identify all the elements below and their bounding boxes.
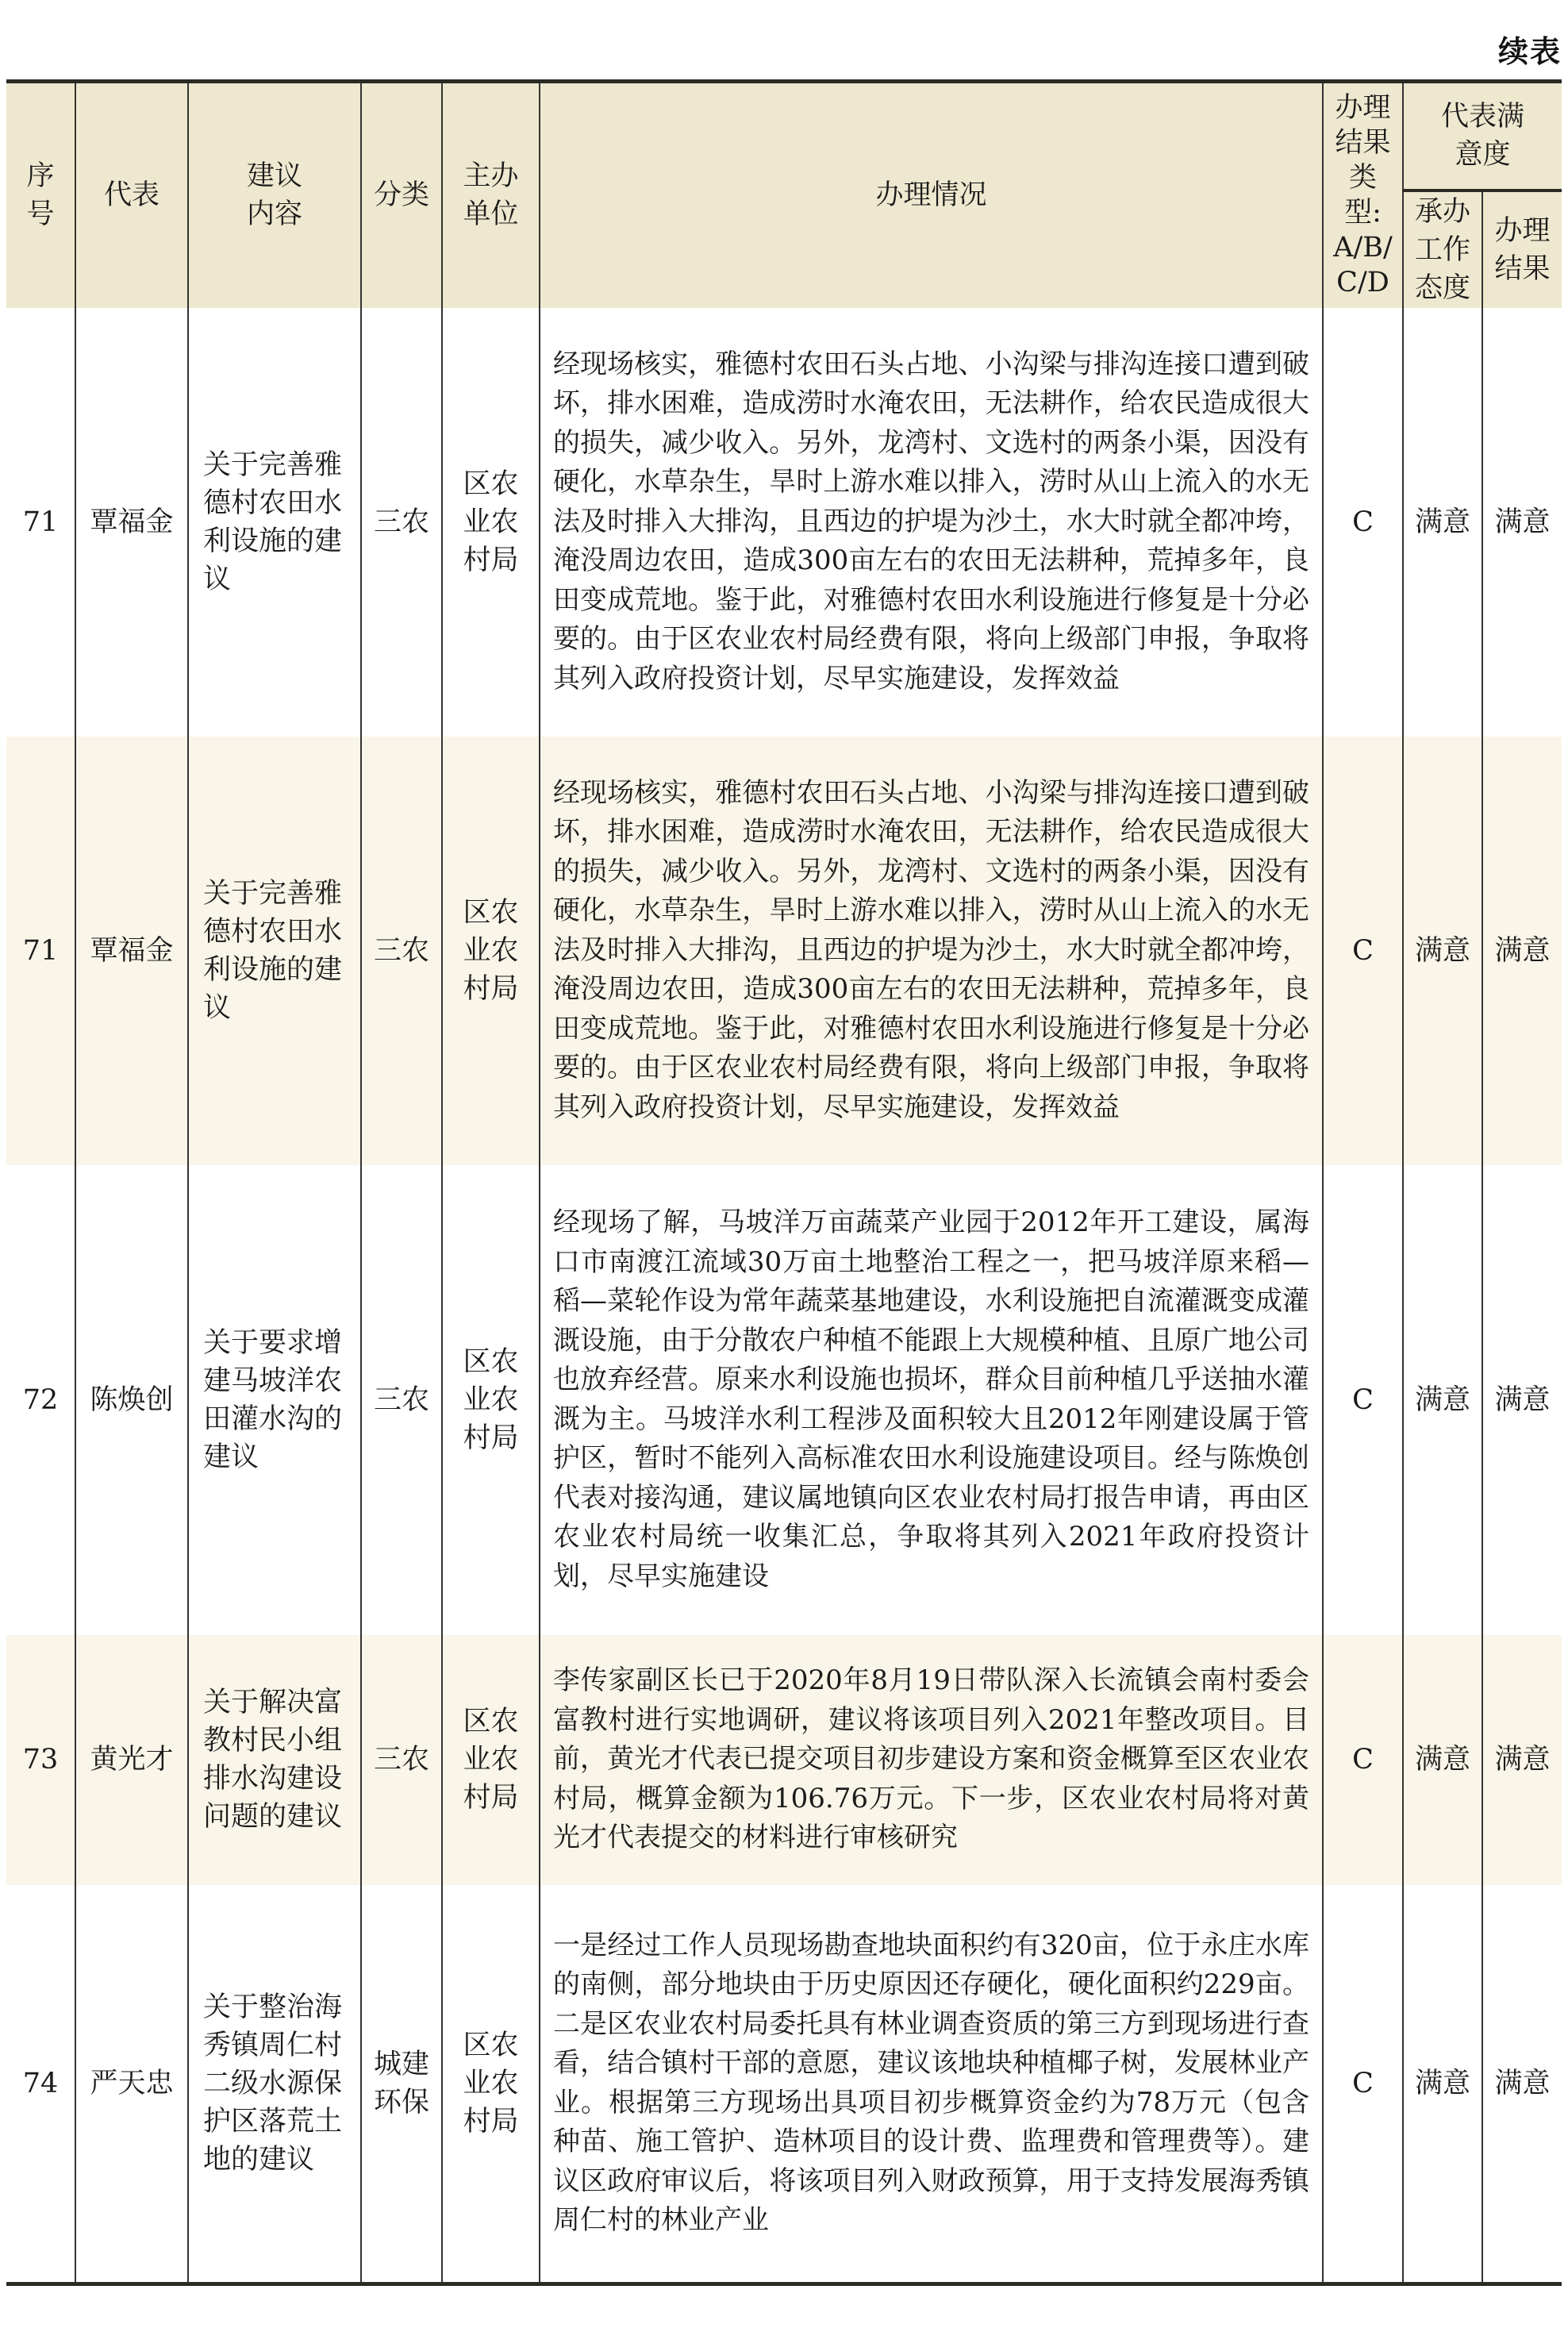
cell-handling: 经现场核实，雅德村农田石头占地、小沟梁与排沟连接口遭到破坏，排水困难，造成涝时水淹农田，无法耕作，给农民造成很大的损失，减少收入。另外，龙湾村、文选村的两条小渠，因没有硬化，水草杂生，旱时上游水难以排入，涝时从山上流入的水无法及时排入大排沟，且西边的护堤为沙土，水大时就全都冲垮，淹没周边农田，造成300亩左右的农田无法耕种，荒掉多年，良田变成荒地。鉴于此，对雅德村农田水利设施进行修复是十分必要的。由于区农业农村局经费有限，将向上级部门申报，争取将其列入政府投资计划，尽早实施建设，发挥效益 <box>540 737 1323 1165</box>
cell-attitude: 满意 <box>1403 1635 1482 1885</box>
cell-representative: 黄光才 <box>75 1635 188 1885</box>
cell-result: 满意 <box>1482 1885 1562 2284</box>
header-index: 序号 <box>6 82 75 308</box>
cell-category: 三农 <box>361 308 442 737</box>
cell-result: 满意 <box>1482 308 1562 737</box>
continued-label: 续表 <box>1497 34 1562 69</box>
cell-host-unit: 区农业农村局 <box>442 1635 540 1885</box>
header-category: 分类 <box>361 82 442 308</box>
cell-representative: 陈焕创 <box>75 1165 188 1635</box>
cell-category: 三农 <box>361 1165 442 1635</box>
cell-host-unit: 区农业农村局 <box>442 1885 540 2284</box>
cell-handling: 一是经过工作人员现场勘查地块面积约有320亩，位于永庄水库的南侧，部分地块由于历史原因还存硬化，硬化面积约229亩。二是区农业农村局委托具有林业调查资质的第三方到现场进行查看，结合镇村干部的意愿，建议该地块种植椰子树，发展林业产业。根据第三方现场出具项目初步概算资金约为78万元（包含种苗、施工管护、造林项目的设计费、监理费和管理费等）。建议区政府审议后，将该项目列入财政预算，用于支持发展海秀镇周仁村的林业产业 <box>540 1885 1323 2284</box>
cell-attitude: 满意 <box>1403 308 1482 737</box>
cell-attitude: 满意 <box>1403 737 1482 1165</box>
cell-index: 71 <box>6 737 75 1165</box>
cell-representative: 严天忠 <box>75 1885 188 2284</box>
cell-result: 满意 <box>1482 1165 1562 1635</box>
header-result: 办理结果 <box>1482 190 1562 308</box>
cell-host-unit: 区农业农村局 <box>442 1165 540 1635</box>
cell-proposal: 关于整治海秀镇周仁村二级水源保护区落荒土地的建议 <box>188 1885 361 2284</box>
cell-index: 72 <box>6 1165 75 1635</box>
header-proposal: 建议内容 <box>188 82 361 308</box>
cell-handling: 经现场核实，雅德村农田石头占地、小沟梁与排沟连接口遭到破坏，排水困难，造成涝时水淹农田，无法耕作，给农民造成很大的损失，减少收入。另外，龙湾村、文选村的两条小渠，因没有硬化，水草杂生，旱时上游水难以排入，涝时从山上流入的水无法及时排入大排沟，且西边的护堤为沙土，水大时就全都冲垮，淹没周边农田，造成300亩左右的农田无法耕种，荒掉多年，良田变成荒地。鉴于此，对雅德村农田水利设施进行修复是十分必要的。由于区农业农村局经费有限，将向上级部门申报，争取将其列入政府投资计划，尽早实施建设，发挥效益 <box>540 308 1323 737</box>
cell-attitude: 满意 <box>1403 1885 1482 2284</box>
cell-category: 三农 <box>361 1635 442 1885</box>
proposal-table <box>6 79 1562 2286</box>
cell-result: 满意 <box>1482 737 1562 1165</box>
cell-index: 71 <box>6 308 75 737</box>
cell-handling: 李传家副区长已于2020年8月19日带队深入长流镇会南村委会富教村进行实地调研，建议将该项目列入2021年整改项目。目前，黄光才代表已提交项目初步建设方案和资金概算至区农业农村局，概算金额为106.76万元。下一步，区农业农村局将对黄光才代表提交的材料进行审核研究 <box>540 1635 1323 1885</box>
cell-result-type: C <box>1323 1635 1403 1885</box>
header-satisfaction: 代表满意度 <box>1403 82 1562 190</box>
table-row <box>6 737 1562 1165</box>
cell-category: 三农 <box>361 737 442 1165</box>
cell-representative: 覃福金 <box>75 308 188 737</box>
cell-proposal: 关于完善雅德村农田水利设施的建议 <box>188 308 361 737</box>
cell-host-unit: 区农业农村局 <box>442 308 540 737</box>
cell-result-type: C <box>1323 1165 1403 1635</box>
cell-proposal: 关于解决富教村民小组排水沟建设问题的建议 <box>188 1635 361 1885</box>
header-host-unit: 主办单位 <box>442 82 540 308</box>
cell-handling: 经现场了解，马坡洋万亩蔬菜产业园于2012年开工建设，属海口市南渡江流域30万亩土地整治工程之一，把马坡洋原来稻—稻—菜轮作设为常年蔬菜基地建设，水利设施把自流灌溉变成灌溉设施，由于分散农户种植不能跟上大规模种植、且原广地公司也放弃经营。原来水利设施也损坏，群众目前种植几乎送抽水灌溉为主。马坡洋水利工程涉及面积较大且2012年刚建设属于管护区，暂时不能列入高标准农田水利设施建设项目。经与陈焕创代表对接沟通，建议属地镇向区农业农村局打报告申请，再由区农业农村局统一收集汇总，争取将其列入2021年政府投资计划，尽早实施建设 <box>540 1165 1323 1635</box>
header-attitude: 承办工作态度 <box>1403 190 1482 308</box>
cell-result-type: C <box>1323 737 1403 1165</box>
cell-result: 满意 <box>1482 1635 1562 1885</box>
cell-index: 73 <box>6 1635 75 1885</box>
header-result-type: 办理结果类型:A/B/C/D <box>1323 82 1403 308</box>
cell-attitude: 满意 <box>1403 1165 1482 1635</box>
table-row <box>6 308 1562 737</box>
table-row <box>6 1885 1562 2284</box>
table-row <box>6 1635 1562 1885</box>
header-representative: 代表 <box>75 82 188 308</box>
cell-host-unit: 区农业农村局 <box>442 737 540 1165</box>
cell-result-type: C <box>1323 1885 1403 2284</box>
cell-proposal: 关于完善雅德村农田水利设施的建议 <box>188 737 361 1165</box>
cell-index: 74 <box>6 1885 75 2284</box>
cell-proposal: 关于要求增建马坡洋农田灌水沟的建议 <box>188 1165 361 1635</box>
cell-result-type: C <box>1323 308 1403 737</box>
header-handling: 办理情况 <box>540 82 1323 308</box>
table-row <box>6 1165 1562 1635</box>
cell-category: 城建环保 <box>361 1885 442 2284</box>
cell-representative: 覃福金 <box>75 737 188 1165</box>
